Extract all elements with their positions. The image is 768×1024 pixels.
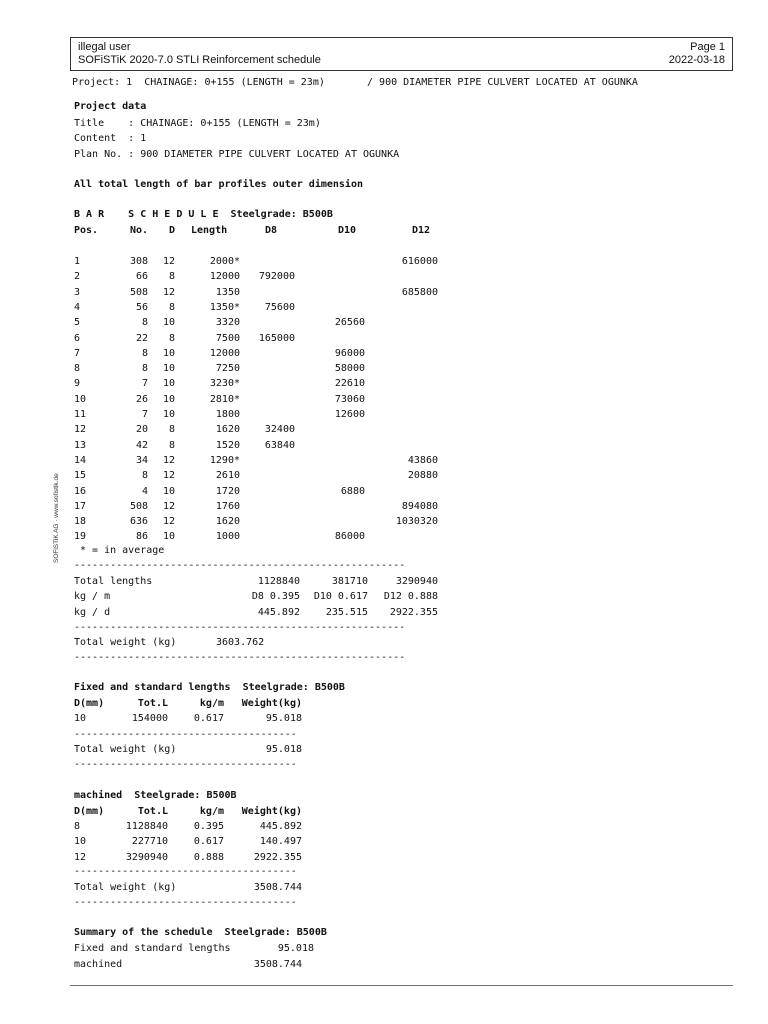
total-weight-label: Total weight (kg) (74, 637, 177, 648)
schedule-cell-no: 508 (129, 286, 148, 298)
project-line: Project: 1 CHAINAGE: 0+155 (LENGTH = 23m) / 900 DIAMETER PIPE CULVERT LOCATED AT OGUNKA (72, 77, 638, 88)
bottom-rule (70, 985, 733, 986)
schedule-cell-length: 1290* (209, 454, 240, 466)
col-length: Length (191, 225, 228, 236)
project-data-content: Content : 1 (74, 133, 147, 144)
schedule-cell-d: 10 (162, 485, 175, 497)
schedule-cell-d12: 1030320 (395, 516, 438, 528)
schedule-cell-pos: 16 (74, 485, 87, 497)
schedule-cell-pos: 3 (74, 286, 81, 298)
machined-heading: machined Steelgrade: B500B (74, 790, 237, 801)
fixed-col-weight: Weight(kg) (241, 698, 302, 709)
schedule-cell-pos: 11 (74, 409, 87, 420)
schedule-cell-length: 1760 (215, 500, 240, 512)
schedule-cell-d10: 6880 (340, 485, 365, 497)
page-header (70, 37, 733, 71)
schedule-cell-no: 308 (129, 256, 148, 267)
fixed-total-label: Total weight (kg) (74, 744, 177, 755)
schedule-cell-length: 2000* (209, 256, 240, 267)
machined-total-label: Total weight (kg) (74, 882, 177, 893)
kgm-d10: D10 0.617 (313, 591, 368, 602)
schedule-cell-d: 10 (162, 347, 175, 359)
summary-heading: Summary of the schedule Steelgrade: B500B (74, 927, 327, 938)
kgd-d12: 2922.355 (389, 607, 438, 618)
schedule-cell-length: 1620 (215, 424, 240, 436)
all-total-heading: All total length of bar profiles outer dimension (74, 179, 363, 190)
separator: ------------------------------------------------------- (74, 652, 406, 663)
bar-schedule-heading: B A R S C H E D U L E Steelgrade: B500B (74, 209, 333, 220)
schedule-cell-d10: 73060 (334, 393, 365, 405)
schedule-cell-d10: 96000 (334, 347, 365, 359)
header-user: illegal user (78, 41, 131, 53)
schedule-cell-pos: 10 (74, 393, 87, 405)
kgm-d8: D8 0.395 (251, 591, 300, 602)
schedule-cell-d8: 165000 (258, 332, 295, 344)
separator: ------------------------------------------------------- (74, 622, 406, 633)
fixed-row-kgm: 0.617 (193, 713, 224, 724)
kgm-label: kg / m (74, 591, 111, 602)
machined-cell-weight: 445.892 (259, 821, 302, 832)
schedule-cell-no: 20 (135, 424, 148, 436)
footnote: * = in average (74, 545, 165, 556)
schedule-cell-d: 12 (162, 256, 175, 267)
schedule-cell-no: 636 (129, 516, 148, 528)
separator: ------------------------------------- (74, 866, 297, 877)
schedule-cell-no: 26 (135, 393, 148, 405)
schedule-cell-pos: 4 (74, 301, 81, 313)
schedule-cell-length: 2810* (209, 393, 240, 405)
col-d8: D8 (265, 225, 278, 236)
schedule-cell-length: 1720 (215, 485, 240, 497)
schedule-cell-d12: 616000 (401, 256, 438, 267)
summary-fixed-value: 95.018 (277, 943, 314, 954)
schedule-cell-no: 4 (141, 485, 148, 497)
schedule-cell-d10: 86000 (334, 531, 365, 543)
machined-col-weight: Weight(kg) (241, 806, 302, 817)
schedule-cell-d: 10 (162, 378, 175, 390)
col-d12: D12 (412, 225, 431, 236)
schedule-cell-length: 7250 (215, 363, 240, 375)
schedule-cell-d10: 22610 (334, 378, 365, 390)
separator: ------------------------------------- (74, 729, 297, 740)
kgd-d10: 235.515 (325, 607, 368, 618)
schedule-cell-pos: 8 (74, 363, 81, 375)
header-page-number: Page 1 (690, 41, 725, 53)
schedule-cell-d: 10 (162, 363, 175, 375)
schedule-cell-pos: 14 (74, 454, 87, 466)
schedule-cell-d10: 26560 (334, 317, 365, 329)
total-lengths-d10: 381710 (331, 576, 368, 587)
kgm-d12: D12 0.888 (383, 591, 438, 602)
fixed-col-kgm: kg/m (199, 698, 224, 709)
schedule-cell-d: 12 (162, 454, 175, 466)
fixed-lengths-heading: Fixed and standard lengths Steelgrade: B500B (74, 682, 345, 693)
fixed-col-totl: Tot.L (137, 698, 168, 709)
machined-cell-kgm: 0.888 (193, 851, 224, 863)
machined-cell-totl: 1128840 (125, 821, 168, 832)
schedule-cell-pos: 2 (74, 271, 81, 283)
schedule-cell-pos: 15 (74, 470, 87, 482)
total-lengths-label: Total lengths (74, 576, 153, 587)
schedule-cell-d: 12 (162, 516, 175, 528)
col-no: No. (129, 225, 148, 236)
schedule-cell-d: 10 (162, 409, 175, 420)
schedule-cell-length: 12000 (209, 347, 240, 359)
schedule-cell-no: 34 (135, 454, 148, 466)
schedule-cell-length: 1800 (215, 409, 240, 420)
sidebar-vertical-text (53, 458, 63, 568)
schedule-cell-pos: 13 (74, 439, 87, 451)
project-data-heading: Project data (74, 101, 147, 112)
schedule-cell-length: 2610 (215, 470, 240, 482)
summary-fixed-label: Fixed and standard lengths (74, 943, 231, 954)
schedule-cell-d12: 894080 (401, 500, 438, 512)
fixed-total-value: 95.018 (265, 744, 302, 755)
machined-col-d: D(mm) (74, 806, 105, 817)
total-lengths-d12: 3290940 (395, 576, 438, 587)
machined-total-value: 3508.744 (253, 882, 302, 893)
schedule-cell-no: 8 (141, 363, 148, 375)
summary-machined-label: machined (74, 959, 123, 970)
kgd-label: kg / d (74, 607, 111, 618)
schedule-cell-pos: 5 (74, 317, 81, 329)
schedule-cell-length: 1350 (215, 286, 240, 298)
schedule-cell-pos: 1 (74, 256, 81, 267)
machined-cell-d: 12 (74, 851, 87, 863)
schedule-cell-pos: 12 (74, 424, 87, 436)
schedule-cell-pos: 18 (74, 516, 87, 528)
schedule-cell-no: 8 (141, 317, 148, 329)
col-d: D (168, 225, 175, 236)
schedule-cell-d12: 20880 (407, 470, 438, 482)
machined-cell-d: 8 (74, 821, 81, 832)
total-weight-value: 3603.762 (216, 637, 265, 648)
machined-cell-d: 10 (74, 836, 87, 848)
schedule-cell-d: 12 (162, 500, 175, 512)
schedule-cell-d: 8 (168, 424, 175, 436)
schedule-cell-length: 1000 (215, 531, 240, 543)
col-d10: D10 (338, 225, 357, 236)
schedule-cell-length: 7500 (215, 332, 240, 344)
schedule-cell-length: 1520 (215, 439, 240, 451)
schedule-cell-pos: 6 (74, 332, 81, 344)
fixed-col-d: D(mm) (74, 698, 105, 709)
schedule-cell-length: 1620 (215, 516, 240, 528)
schedule-cell-length: 1350* (209, 301, 240, 313)
fixed-row-totl: 154000 (131, 713, 168, 724)
schedule-cell-d: 8 (168, 301, 175, 313)
separator: ------------------------------------- (74, 897, 297, 908)
schedule-cell-pos: 17 (74, 500, 87, 512)
header-left (78, 41, 321, 67)
header-right (669, 41, 725, 67)
header-software: SOFiSTiK 2020-7.0 STLI Reinforcement schedule (78, 54, 321, 66)
schedule-cell-d10: 58000 (334, 363, 365, 375)
schedule-cell-no: 86 (135, 531, 148, 543)
schedule-cell-length: 3230* (209, 378, 240, 390)
header-date: 2022-03-18 (668, 54, 725, 66)
machined-cell-kgm: 0.617 (193, 836, 224, 848)
schedule-cell-pos: 19 (74, 531, 87, 543)
machined-cell-totl: 3290940 (125, 851, 168, 863)
summary-machined-value: 3508.744 (253, 959, 302, 970)
schedule-cell-no: 66 (135, 271, 148, 283)
machined-cell-weight: 140.497 (259, 836, 302, 848)
kgd-d8: 445.892 (257, 607, 300, 618)
schedule-cell-no: 22 (135, 332, 148, 344)
fixed-row-d: 10 (74, 713, 87, 724)
machined-col-totl: Tot.L (137, 806, 168, 817)
schedule-cell-pos: 7 (74, 347, 81, 359)
total-lengths-d8: 1128840 (257, 576, 300, 587)
schedule-cell-length: 12000 (209, 271, 240, 283)
sidebar-text: SOFiSTiK AG · www.sofistik.de (53, 473, 60, 563)
schedule-cell-no: 7 (141, 378, 148, 390)
col-pos: Pos. (74, 225, 99, 236)
schedule-cell-d: 8 (168, 439, 175, 451)
fixed-row-weight: 95.018 (265, 713, 302, 724)
schedule-cell-d12: 43860 (407, 454, 438, 466)
schedule-cell-no: 8 (141, 470, 148, 482)
schedule-cell-no: 42 (135, 439, 148, 451)
schedule-cell-d: 10 (162, 393, 175, 405)
schedule-cell-no: 8 (141, 347, 148, 359)
project-data-plan-no: Plan No. : 900 DIAMETER PIPE CULVERT LOCATED AT OGUNKA (74, 149, 400, 160)
schedule-cell-d: 12 (162, 286, 175, 298)
project-data-title: Title : CHAINAGE: 0+155 (LENGTH = 23m) (74, 118, 321, 129)
schedule-cell-d12: 685800 (401, 286, 438, 298)
schedule-cell-d8: 32400 (264, 424, 295, 436)
schedule-cell-d8: 792000 (258, 271, 295, 283)
schedule-cell-d: 12 (162, 470, 175, 482)
separator: ------------------------------------------------------- (74, 560, 406, 571)
schedule-cell-d: 10 (162, 317, 175, 329)
separator: ------------------------------------- (74, 759, 297, 770)
machined-cell-weight: 2922.355 (253, 851, 302, 863)
schedule-cell-d8: 75600 (264, 301, 295, 313)
machined-col-kgm: kg/m (199, 806, 224, 817)
schedule-cell-d: 10 (162, 531, 175, 543)
schedule-cell-d8: 63840 (264, 439, 295, 451)
schedule-cell-d10: 12600 (334, 409, 365, 420)
machined-cell-kgm: 0.395 (193, 821, 224, 832)
schedule-cell-length: 3320 (215, 317, 240, 329)
schedule-cell-pos: 9 (74, 378, 81, 390)
schedule-cell-d: 8 (168, 332, 175, 344)
schedule-cell-no: 56 (135, 301, 148, 313)
schedule-cell-no: 7 (141, 409, 148, 420)
schedule-cell-no: 508 (129, 500, 148, 512)
machined-cell-totl: 227710 (131, 836, 168, 848)
schedule-cell-d: 8 (168, 271, 175, 283)
